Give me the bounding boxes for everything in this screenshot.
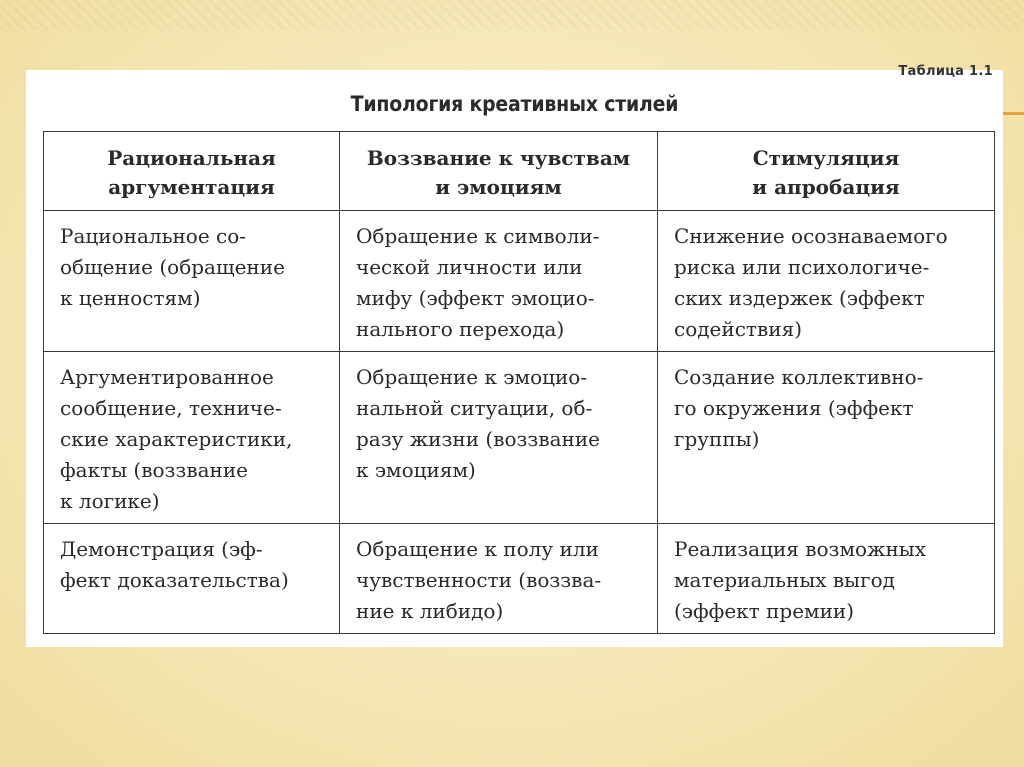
table-cell — [340, 211, 658, 352]
slide-background-texture — [0, 0, 1024, 30]
cell-text: Обращение к эмоцио- нальной ситуации, об- разу жизни (воззвание к эмоциям) — [356, 365, 601, 482]
table-cell — [658, 211, 995, 352]
cell-text: Демонстрация (эф- фект доказательства) — [60, 537, 289, 592]
table-row — [44, 524, 995, 634]
header-label: Стимуляция и апробация — [752, 146, 900, 199]
table-row — [44, 352, 995, 524]
header-label: Воззвание к чувствам и эмоциям — [366, 146, 631, 199]
table-cell — [658, 524, 995, 634]
cell-text: Обращение к полу или чувственности (воззва- ние к либидо) — [356, 537, 602, 623]
table-cell — [44, 211, 340, 352]
header-rational — [44, 132, 340, 211]
table-cell — [340, 352, 658, 524]
table-cell — [44, 352, 340, 524]
table-cell — [658, 352, 995, 524]
header-emotional — [340, 132, 658, 211]
table-cell — [340, 524, 658, 634]
cell-text: Аргументированное сообщение, техниче- ские характеристики, факты (воззвание к логике) — [60, 365, 293, 513]
scanned-table-image — [26, 64, 1003, 647]
header-label: Рациональная аргументация — [107, 146, 276, 199]
table-row — [44, 211, 995, 352]
header-stimulation — [658, 132, 995, 211]
cell-text: Снижение осознаваемого риска или психологиче- ских издержек (эффект содействия) — [674, 224, 948, 341]
table-number-label: Таблица 1.1 — [898, 64, 993, 79]
creative-styles-table — [43, 131, 995, 634]
cell-text: Создание коллективно- го окружения (эффект группы) — [674, 365, 924, 451]
cell-text: Обращение к символи- ческой личности или мифу (эффект эмоцио- нального перехода) — [356, 224, 600, 341]
cell-text: Реализация возможных материальных выгод (эффект премии) — [674, 537, 926, 623]
slide-accent-rule — [1000, 112, 1024, 115]
cell-text: Рациональное со- общение (обращение к ценностям) — [60, 224, 285, 310]
table-cell — [44, 524, 340, 634]
table-title: Типология креативных стилей — [350, 92, 679, 116]
table-header-row — [44, 132, 995, 211]
